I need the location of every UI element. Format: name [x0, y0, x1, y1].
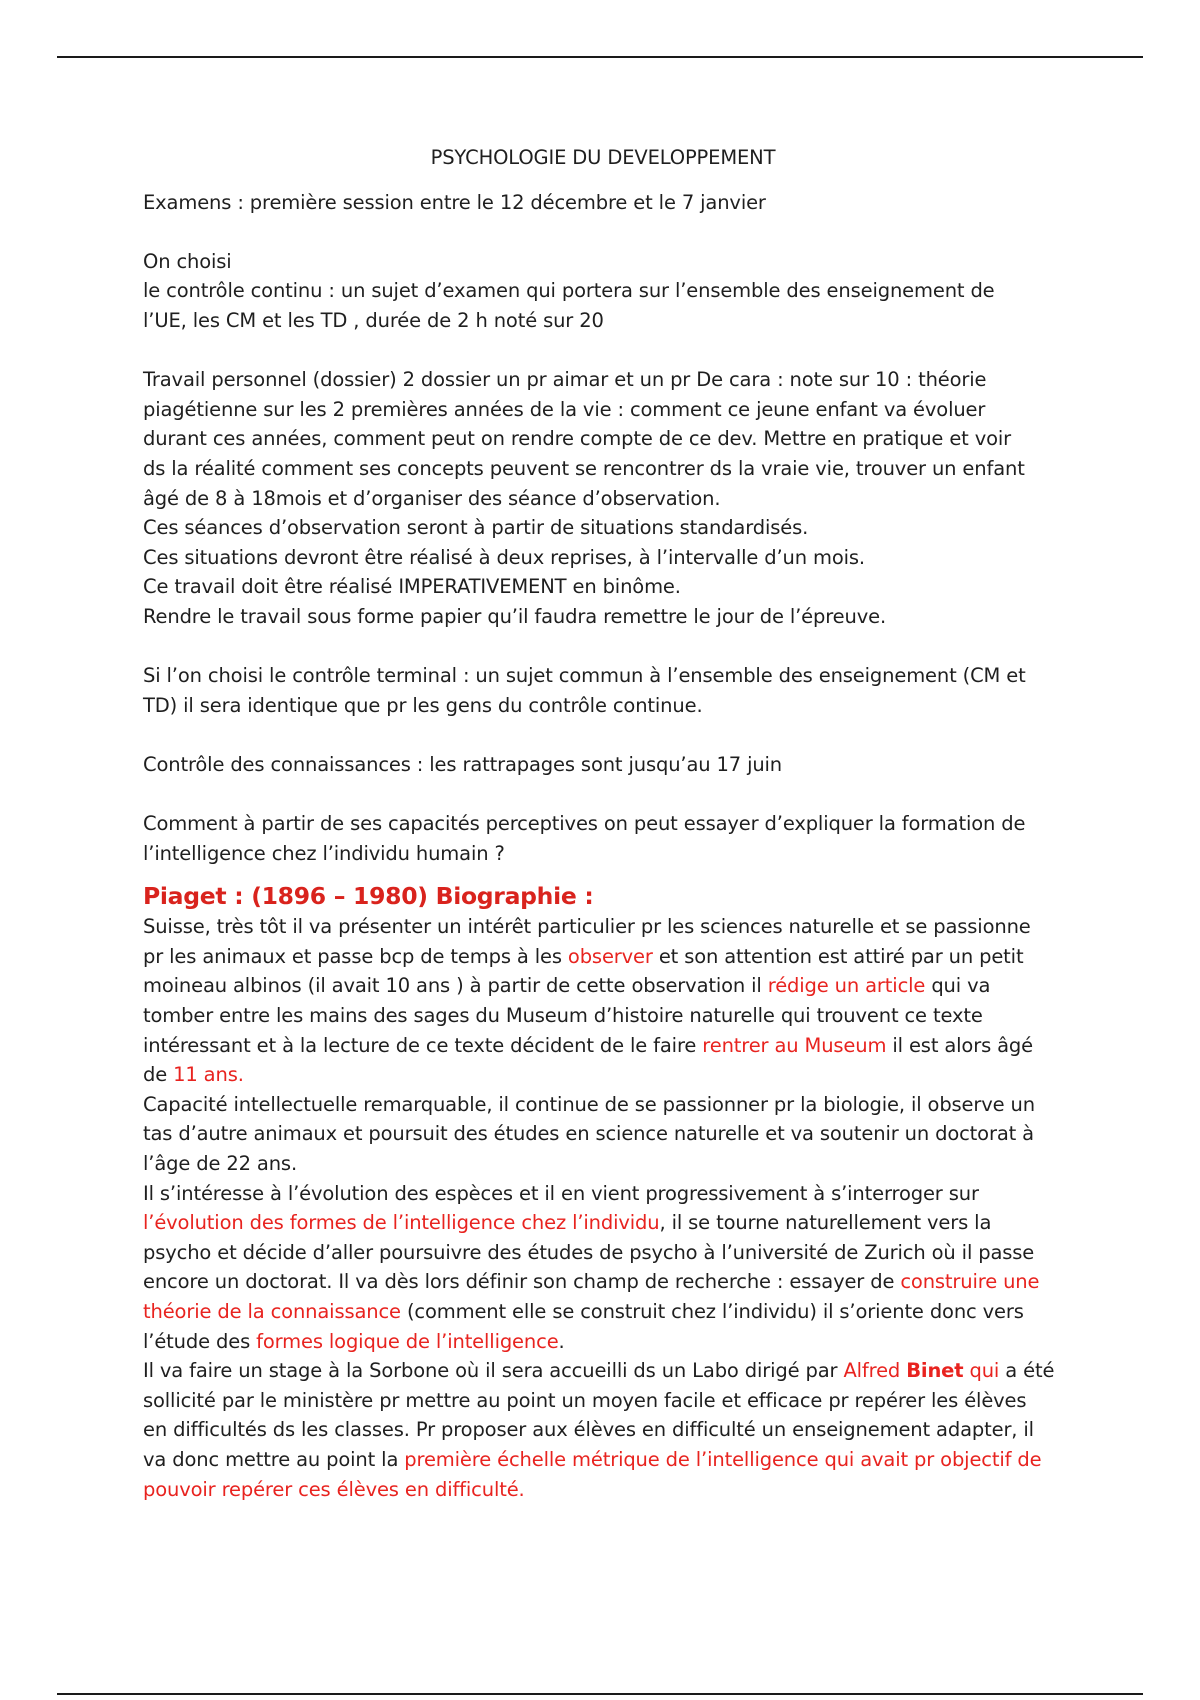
work-line-2: piagétienne sur les 2 premières années de la vie : comment ce jeune enfant va évoluer — [143, 397, 986, 421]
bio-highlight-bold: Binet — [906, 1359, 964, 1383]
question-paragraph — [143, 809, 1063, 868]
bio-text: . — [558, 1329, 565, 1353]
biography-paragraph — [143, 912, 1063, 1504]
bio-text: et son attention est attiré par un petit — [652, 944, 1024, 968]
document-title: PSYCHOLOGIE DU DEVELOPPEMENT — [430, 146, 776, 169]
bio-text: moineau albinos (il avait 10 ans ) à partir de cette observation il — [143, 974, 768, 998]
work-line-5: âgé de 8 à 18mois et d’organiser des séance d’observation. — [143, 486, 721, 510]
bio-highlight: observer — [567, 944, 653, 968]
work-line-4: ds la réalité comment ses concepts peuvent se rencontrer ds la vraie vie, trouver un enfant — [143, 456, 1025, 480]
bio-line-17: sollicité par le ministère pr mettre au point un moyen facile et efficace pr repérer les élèves — [143, 1388, 1027, 1412]
choice-line-1: On choisi — [143, 249, 232, 273]
work-paragraph — [143, 365, 1063, 631]
bio-highlight: Alfred — [843, 1359, 907, 1383]
bio-text: il est alors âgé — [886, 1033, 1034, 1057]
bio-text: qui va — [925, 974, 991, 998]
bio-text: , il se tourne naturellement vers la — [659, 1211, 992, 1235]
choice-line-3: l’UE, les CM et les TD , durée de 2 h noté sur 20 — [143, 308, 604, 332]
question-line-2: l’intelligence chez l’individu humain ? — [143, 841, 505, 865]
bio-line-15 — [143, 1327, 1063, 1357]
retake-line: Contrôle des connaissances : les rattrapages sont jusqu’au 17 juin — [143, 752, 783, 776]
bio-highlight: formes logique de l’intelligence — [256, 1329, 559, 1353]
bio-highlight: 11 ans. — [173, 1063, 244, 1087]
bio-highlight: rentrer au Museum — [702, 1033, 887, 1057]
bio-line-19 — [143, 1445, 1063, 1475]
bio-highlight: première échelle métrique de l’intelligence qui avait pr objectif de — [404, 1447, 1042, 1471]
choice-paragraph — [143, 247, 1063, 336]
bio-line-14 — [143, 1297, 1063, 1327]
bio-highlight: rédige un article — [767, 974, 926, 998]
bio-line-5 — [143, 1031, 1063, 1061]
top-rule — [57, 56, 1143, 58]
retake-paragraph — [143, 750, 1063, 780]
work-line-9: Rendre le travail sous forme papier qu’il faudra remettre le jour de l’épreuve. — [143, 604, 887, 628]
bio-line-16 — [143, 1356, 1063, 1386]
bio-line-12: psycho et décide d’aller poursuivre des études de psycho à l’université de Zurich où il passe — [143, 1240, 1035, 1264]
piaget-heading: Piaget : (1896 – 1980) Biographie : — [143, 882, 594, 911]
work-line-7: Ces situations devront être réalisé à deux reprises, à l’intervalle d’un mois. — [143, 545, 865, 569]
bio-line-11 — [143, 1208, 1063, 1238]
bio-line-7: Capacité intellectuelle remarquable, il continue de se passionner pr la biologie, il observe un — [143, 1092, 1035, 1116]
bio-text: (comment elle se construit chez l’individu) il s’oriente donc vers — [400, 1299, 1024, 1323]
bio-line-20: pouvoir repérer ces élèves en difficulté. — [143, 1477, 525, 1501]
work-line-3: durant ces années, comment peut on rendre compte de ce dev. Mettre en pratique et voir — [143, 427, 1012, 451]
bio-text: l’étude des — [143, 1329, 257, 1353]
bio-line-8: tas d’autre animaux et poursuit des études en science naturelle et va soutenir un doctorat à — [143, 1122, 1034, 1146]
bio-text: intéressant et à la lecture de ce texte décident de le faire — [143, 1033, 703, 1057]
bottom-rule — [57, 1693, 1143, 1695]
terminal-paragraph — [143, 661, 1063, 720]
work-line-8: Ce travail doit être réalisé IMPERATIVEMENT en binôme. — [143, 575, 681, 599]
bio-line-6 — [143, 1060, 1063, 1090]
bio-text: va donc mettre au point la — [143, 1447, 405, 1471]
bio-line-18: en difficultés ds les classes. Pr proposer aux élèves en difficulté un enseignement adapter, il — [143, 1418, 1034, 1442]
bio-text: encore un doctorat. Il va dès lors définir son champ de recherche : essayer de — [143, 1270, 901, 1294]
bio-line-2 — [143, 942, 1063, 972]
choice-line-2: le contrôle continu : un sujet d’examen qui portera sur l’ensemble des enseignement de — [143, 279, 995, 303]
bio-line-10: Il s’intéresse à l’évolution des espèces et il en vient progressivement à s’interroger sur — [143, 1181, 979, 1205]
bio-line-13 — [143, 1267, 1063, 1297]
exams-paragraph — [143, 188, 1063, 218]
bio-text: de — [143, 1063, 174, 1087]
terminal-line-1: Si l’on choisi le contrôle terminal : un sujet commun à l’ensemble des enseignement (CM et — [143, 664, 1026, 688]
bio-text: a été — [999, 1359, 1055, 1383]
bio-line-4: tomber entre les mains des sages du Museum d’histoire naturelle qui trouvent ce texte — [143, 1004, 983, 1028]
work-line-1: Travail personnel (dossier) 2 dossier un pr aimar et un pr De cara : note sur 10 : théorie — [143, 368, 987, 392]
terminal-line-2: TD) il sera identique que pr les gens du contrôle continue. — [143, 693, 703, 717]
document-body — [143, 143, 1063, 1504]
work-line-6: Ces séances d’observation seront à partir de situations standardisés. — [143, 516, 809, 540]
bio-line-3 — [143, 971, 1063, 1001]
exams-line: Examens : première session entre le 12 décembre et le 7 janvier — [143, 190, 766, 214]
bio-highlight: construire une — [900, 1270, 1040, 1294]
bio-text: pr les animaux et passe bcp de temps à les — [143, 944, 568, 968]
bio-line-9: l’âge de 22 ans. — [143, 1152, 297, 1175]
bio-highlight: l’évolution des formes de l’intelligence chez l’individu — [143, 1211, 660, 1235]
bio-highlight: qui — [963, 1359, 1000, 1383]
question-line-1: Comment à partir de ses capacités perceptives on peut essayer d’expliquer la formation de — [143, 812, 1026, 836]
bio-line-1: Suisse, très tôt il va présenter un intérêt particulier pr les sciences naturelle et se passionne — [143, 915, 1031, 939]
bio-text: Il va faire un stage à la Sorbone où il sera accueilli ds un Labo dirigé par — [143, 1359, 844, 1383]
bio-highlight: théorie de la connaissance — [143, 1299, 401, 1323]
